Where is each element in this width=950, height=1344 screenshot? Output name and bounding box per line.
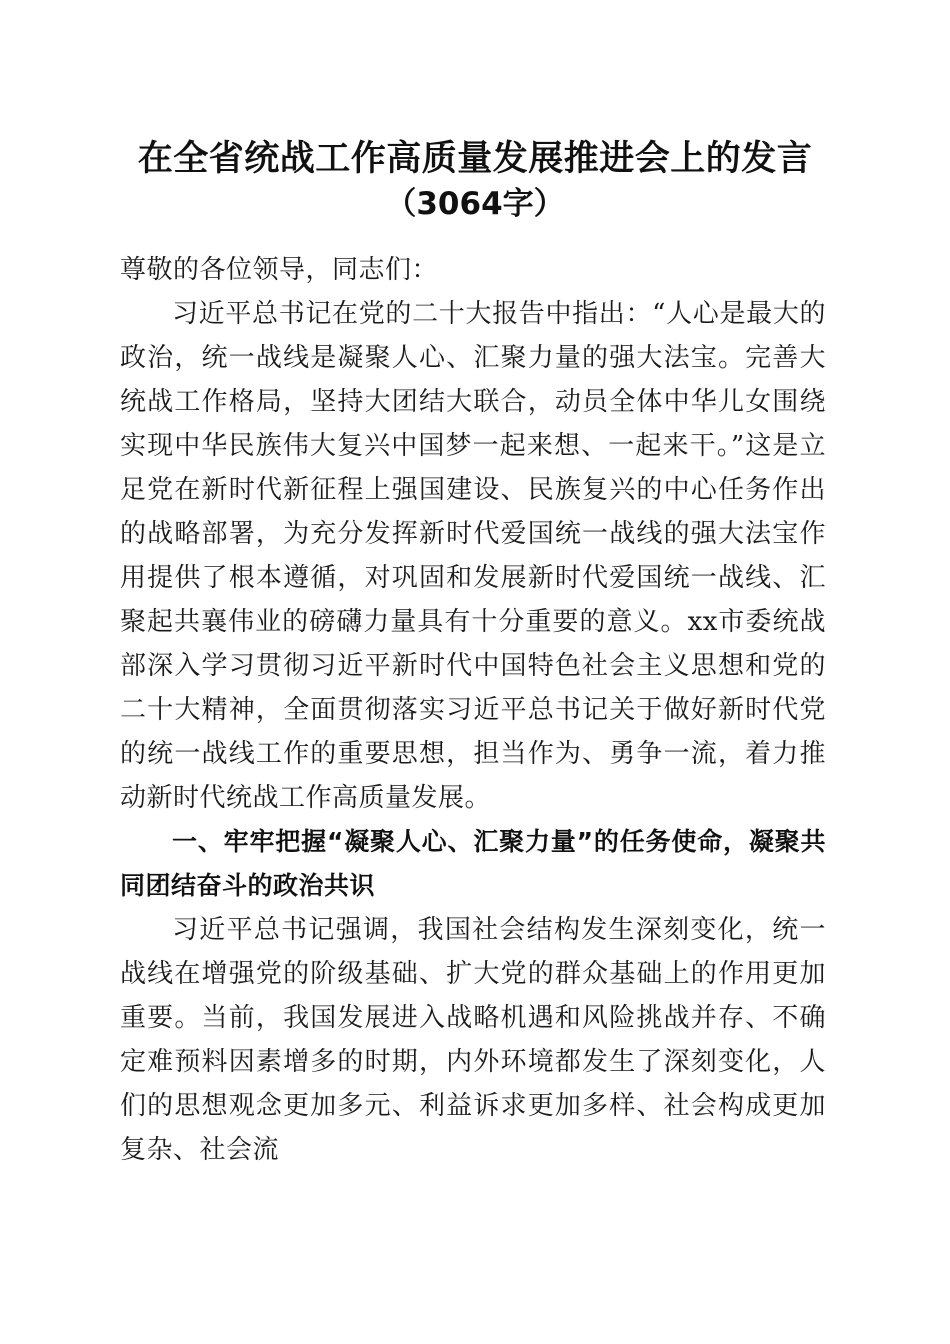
section-paragraph: 习近平总书记强调，我国社会结构发生深刻变化，统一战线在增强党的阶级基础、扩大党的群众基础上的作用更加重要。当前，我国发展进入战略机遇和风险挑战并存、不确定难预料因素增多的时期，内外环境都发生了深刻变化，人们的思想观念更加多元、利益诉求更加多样、社会构成更加复杂、社会流	[120, 915, 826, 1165]
document-body	[120, 248, 826, 1172]
section-heading: 一、牢牢把握“凝聚人心、汇聚力量”的任务使命，凝聚共同团结奋斗的政治共识	[120, 827, 826, 900]
document-title: 在全省统战工作高质量发展推进会上的发言	[137, 139, 813, 179]
document-subtitle: （3064字）	[385, 186, 565, 222]
salutation: 尊敬的各位领导，同志们：	[120, 255, 439, 285]
intro-paragraph: 习近平总书记在党的二十大报告中指出：“人心是最大的政治，统一战线是凝聚人心、汇聚力量的强大法宝。完善大统战工作格局，坚持大团结大联合，动员全体中华儿女围绕实现中华民族伟大复兴中国梦一起来想、一起来干。”这是立足党在新时代新征程上强国建设、民族复兴的中心任务作出的战略部署，为充分发挥新时代爱国统一战线的强大法宝作用提供了根本遵循，对巩固和发展新时代爱国统一战线、汇聚起共襄伟业的磅礴力量具有十分重要的意义。xx市委统战部深入学习贯彻习近平新时代中国特色社会主义思想和党的二十大精神，全面贯彻落实习近平总书记关于做好新时代党的统一战线工作的重要思想，担当作为、勇争一流，着力推动新时代统战工作高质量发展。	[120, 299, 826, 813]
